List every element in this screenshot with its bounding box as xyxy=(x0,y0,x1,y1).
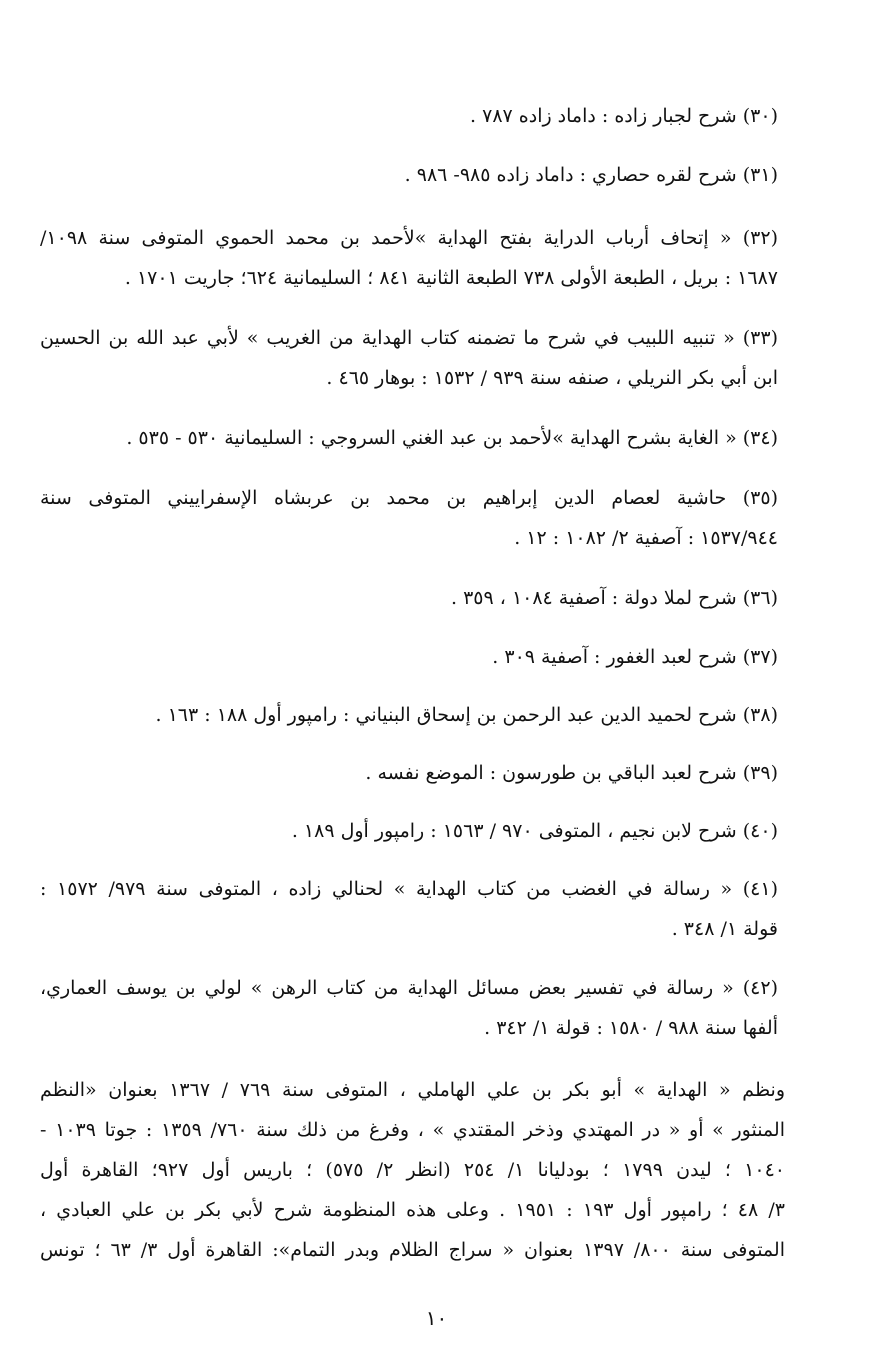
entry-line: (٣٤) « الغاية بشرح الهداية »لأحمد بن عبد الغني السروجي : السليمانية ٥٣٠ - ٥٣٥ . xyxy=(126,427,778,449)
entry-line: ١٦٨٧ : بريل ، الطبعة الأولى ٧٣٨ الطبعة الثانية ٨٤١ ؛ السليمانية ٦٢٤؛ جاريت ١٧٠١ . xyxy=(124,267,778,289)
entry-line: (٣٥) حاشية لعصام الدين إبراهيم بن محمد بن عربشاه الإسفراييني المتوفى سنة xyxy=(40,487,778,509)
entry-line: (٣٧) شرح لعبد الغفور : آصفية ٣٠٩ . xyxy=(492,646,778,668)
entry-42 xyxy=(40,968,778,1048)
entry-35 xyxy=(40,478,778,558)
entry-40 xyxy=(40,811,778,851)
entry-41 xyxy=(40,869,778,949)
closing-line: ونظم « الهداية » أبو بكر بن علي الهاملي ، المتوفى سنة ٧٦٩ / ١٣٦٧ بعنوان «النظم xyxy=(40,1079,785,1101)
entry-line: ألفها سنة ٩٨٨ / ١٥٨٠ : قولة ١/ ٣٤٢ . xyxy=(484,1017,778,1039)
entry-line: (٣٨) شرح لحميد الدين عبد الرحمن بن إسحاق البنياني : رامپور أول ١٨٨ : ١٦٣ . xyxy=(155,704,778,726)
entry-31 xyxy=(40,155,778,195)
entry-39 xyxy=(40,753,778,793)
entry-line: (٣٠) شرح لجبار زاده : داماد زاده ٧٨٧ . xyxy=(470,105,778,127)
entry-38 xyxy=(40,695,778,735)
entry-30 xyxy=(40,96,778,136)
entry-line: (٤٠) شرح لابن نجيم ، المتوفى ٩٧٠ / ١٥٦٣ : رامپور أول ١٨٩ . xyxy=(291,820,778,842)
entry-line: (٣٩) شرح لعبد الباقي بن طورسون : الموضع نفسه . xyxy=(365,762,778,784)
closing-line: ٣/ ٤٨ ؛ رامپور أول ١٩٣ : ١٩٥١ . وعلى هذه المنظومة شرح لأبي بكر بن علي العبادي ، xyxy=(40,1199,785,1221)
closing-line: ١٠٤٠ ؛ ليدن ١٧٩٩ ؛ بودليانا ١/ ٢٥٤ (انظر ٢/ ٥٧٥) ؛ باريس أول ٩٢٧؛ القاهرة أول xyxy=(40,1159,785,1181)
entry-32 xyxy=(40,218,778,298)
entry-line: (٣١) شرح لقره حصاري : داماد زاده ٩٨٥- ٩٨٦ . xyxy=(404,164,778,186)
entry-line: (٣٦) شرح لملا دولة : آصفية ١٠٨٤ ، ٣٥٩ . xyxy=(451,587,778,609)
closing-line: المنثور » أو « در المهتدي وذخر المقتدي » ، وفرغ من ذلك سنة ٧٦٠/ ١٣٥٩ : جوتا ١٠٣٩ - xyxy=(40,1119,785,1141)
closing-line: المتوفى سنة ٨٠٠/ ١٣٩٧ بعنوان « سراج الظلام وبدر التمام»: القاهرة أول ٣/ ٦٣ ؛ تونس xyxy=(40,1239,785,1261)
entry-37 xyxy=(40,637,778,677)
entry-line: (٤١) « رسالة في الغضب من كتاب الهداية » لحنالي زاده ، المتوفى سنة ٩٧٩/ ١٥٧٢ : xyxy=(40,878,778,900)
entry-line: قولة ١/ ٣٤٨ . xyxy=(671,918,778,940)
page-number: ١٠ xyxy=(425,1306,448,1330)
entry-34 xyxy=(40,418,778,458)
closing-paragraph xyxy=(40,1070,785,1270)
entry-line: ابن أبي بكر النريلي ، صنفه سنة ٩٣٩ / ١٥٣٢ : بوهار ٤٦٥ . xyxy=(326,367,778,389)
entry-line: (٣٣) « تنبيه اللبيب في شرح ما تضمنه كتاب الهداية من الغريب » لأبي عبد الله بن الحسين xyxy=(40,327,778,349)
entry-line: (٤٢) « رسالة في تفسير بعض مسائل الهداية من كتاب الرهن » لولي بن يوسف العماري، xyxy=(40,977,778,999)
entry-line: ١٥٣٧/٩٤٤ : آصفية ٢/ ١٠٨٢ : ١٢ . xyxy=(514,527,778,549)
entry-36 xyxy=(40,578,778,618)
entry-33 xyxy=(40,318,778,398)
entry-line: (٣٢) « إتحاف أرباب الدراية بفتح الهداية »لأحمد بن محمد الحموي المتوفى سنة ١٠٩٨/ xyxy=(40,227,778,249)
